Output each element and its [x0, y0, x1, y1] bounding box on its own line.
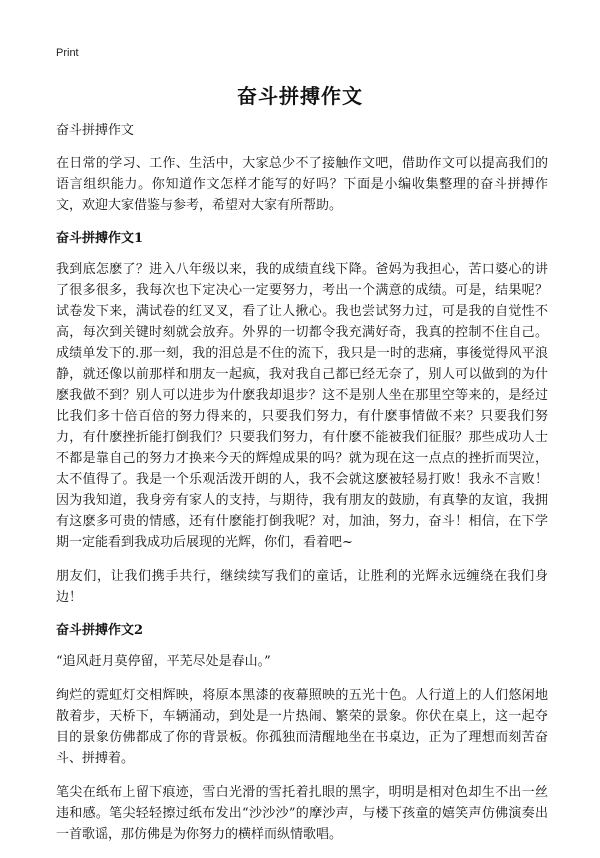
page-title: 奋斗拼搏作文: [237, 84, 363, 108]
essay-1-paragraph-2: 朋友们，让我们携手共行，继续续写我们的童话，让胜利的光辉永远缠绕在我们身边！: [56, 569, 548, 605]
essay-1-heading: 奋斗拼搏作文1: [56, 231, 144, 246]
article-subtitle: 奋斗拼搏作文: [56, 123, 135, 138]
essay-2-paragraph-1: 绚烂的霓虹灯交相辉映，将原本黑漆的夜幕照映的五光十色。人行道上的人们悠闲地散着步，天桥下，车辆涌动，到处是一片热闹、繁荣的景象。你伏在桌上，这一起夺目的景象仿佛都成了你的背景板。你孤独而清醒地坐在书桌边，正为了理想而刻苦奋斗、拼搏着。: [56, 688, 548, 766]
essay-2-paragraph-2: 笔尖在纸布上留下痕迹，雪白光滑的雪托着扎眼的黑字，明明是相对色却生不出一丝违和感。笔尖轻轻擦过纸布发出“沙沙沙”的摩沙声，与楼下孩童的嬉笑声仿佛演奏出一首歌谣，那仿佛是为你努力的横样而纵情歌唱。: [56, 785, 548, 842]
essay-1-paragraph-1: 我到底怎麽了？进入八年级以来，我的成绩直线下降。爸妈为我担心，苦口婆心的讲了很多很多，我每次也下定决心一定要努力，考出一个满意的成绩。可是，结果呢？试卷发下来，满试卷的红叉叉，看了让人揪心。我也尝试努力过，可是我的自觉性不高，每次到关键时刻就会放弃。外界的一切都令我充满好奇，我真的控制不住自己。成绩单发下的.那一刻，我的泪总是不住的流下，我只是一时的悲痛，事後觉得风平浪静，就还像以前那样和朋友一起疯，我对我自己都已经无奈了，别人可以做到的为什麽我做不到？别人可以进步为什麽我却退步？这不是别人坐在那里空等来的，是经过比我们多十倍百倍的努力得来的，只要我们努力，有什麽事情做不来？只要我们努力，有什麽挫折能打倒我们？只要我们努力，有什麽不能被我们征服？那些成功人士不都是靠自己的努力才换来今天的辉煌成果的吗？就为现在这一点点的挫折而哭泣，太不值得了。我是一个乐观活泼开朗的人，我不会就这麽被轻易打败！我永不言败！因为我知道，我身旁有家人的支持，与期待，我有朋友的鼓励，有真挚的友谊，我拥有这麽多可贵的情感，还有什麽能打倒我呢？对，加油，努力，奋斗！相信，在下学期一定能看到我成功后展现的光辉，你们，看着吧~: [56, 262, 548, 550]
intro-paragraph: 在日常的学习、工作、生活中，大家总少不了接触作文吧，借助作文可以提高我们的语言组织能力。你知道作文怎样才能写的好吗？下面是小编收集整理的奋斗拼搏作文，欢迎大家借鉴与参考，希望对大家有所帮助。: [56, 156, 548, 213]
print-link[interactable]: Print: [56, 47, 79, 59]
essay-2-quote: “追风赶月莫停留，平芜尽处是春山。”: [56, 654, 271, 669]
article-body: [56, 120, 548, 858]
essay-2-heading: 奋斗拼搏作文2: [56, 623, 144, 638]
